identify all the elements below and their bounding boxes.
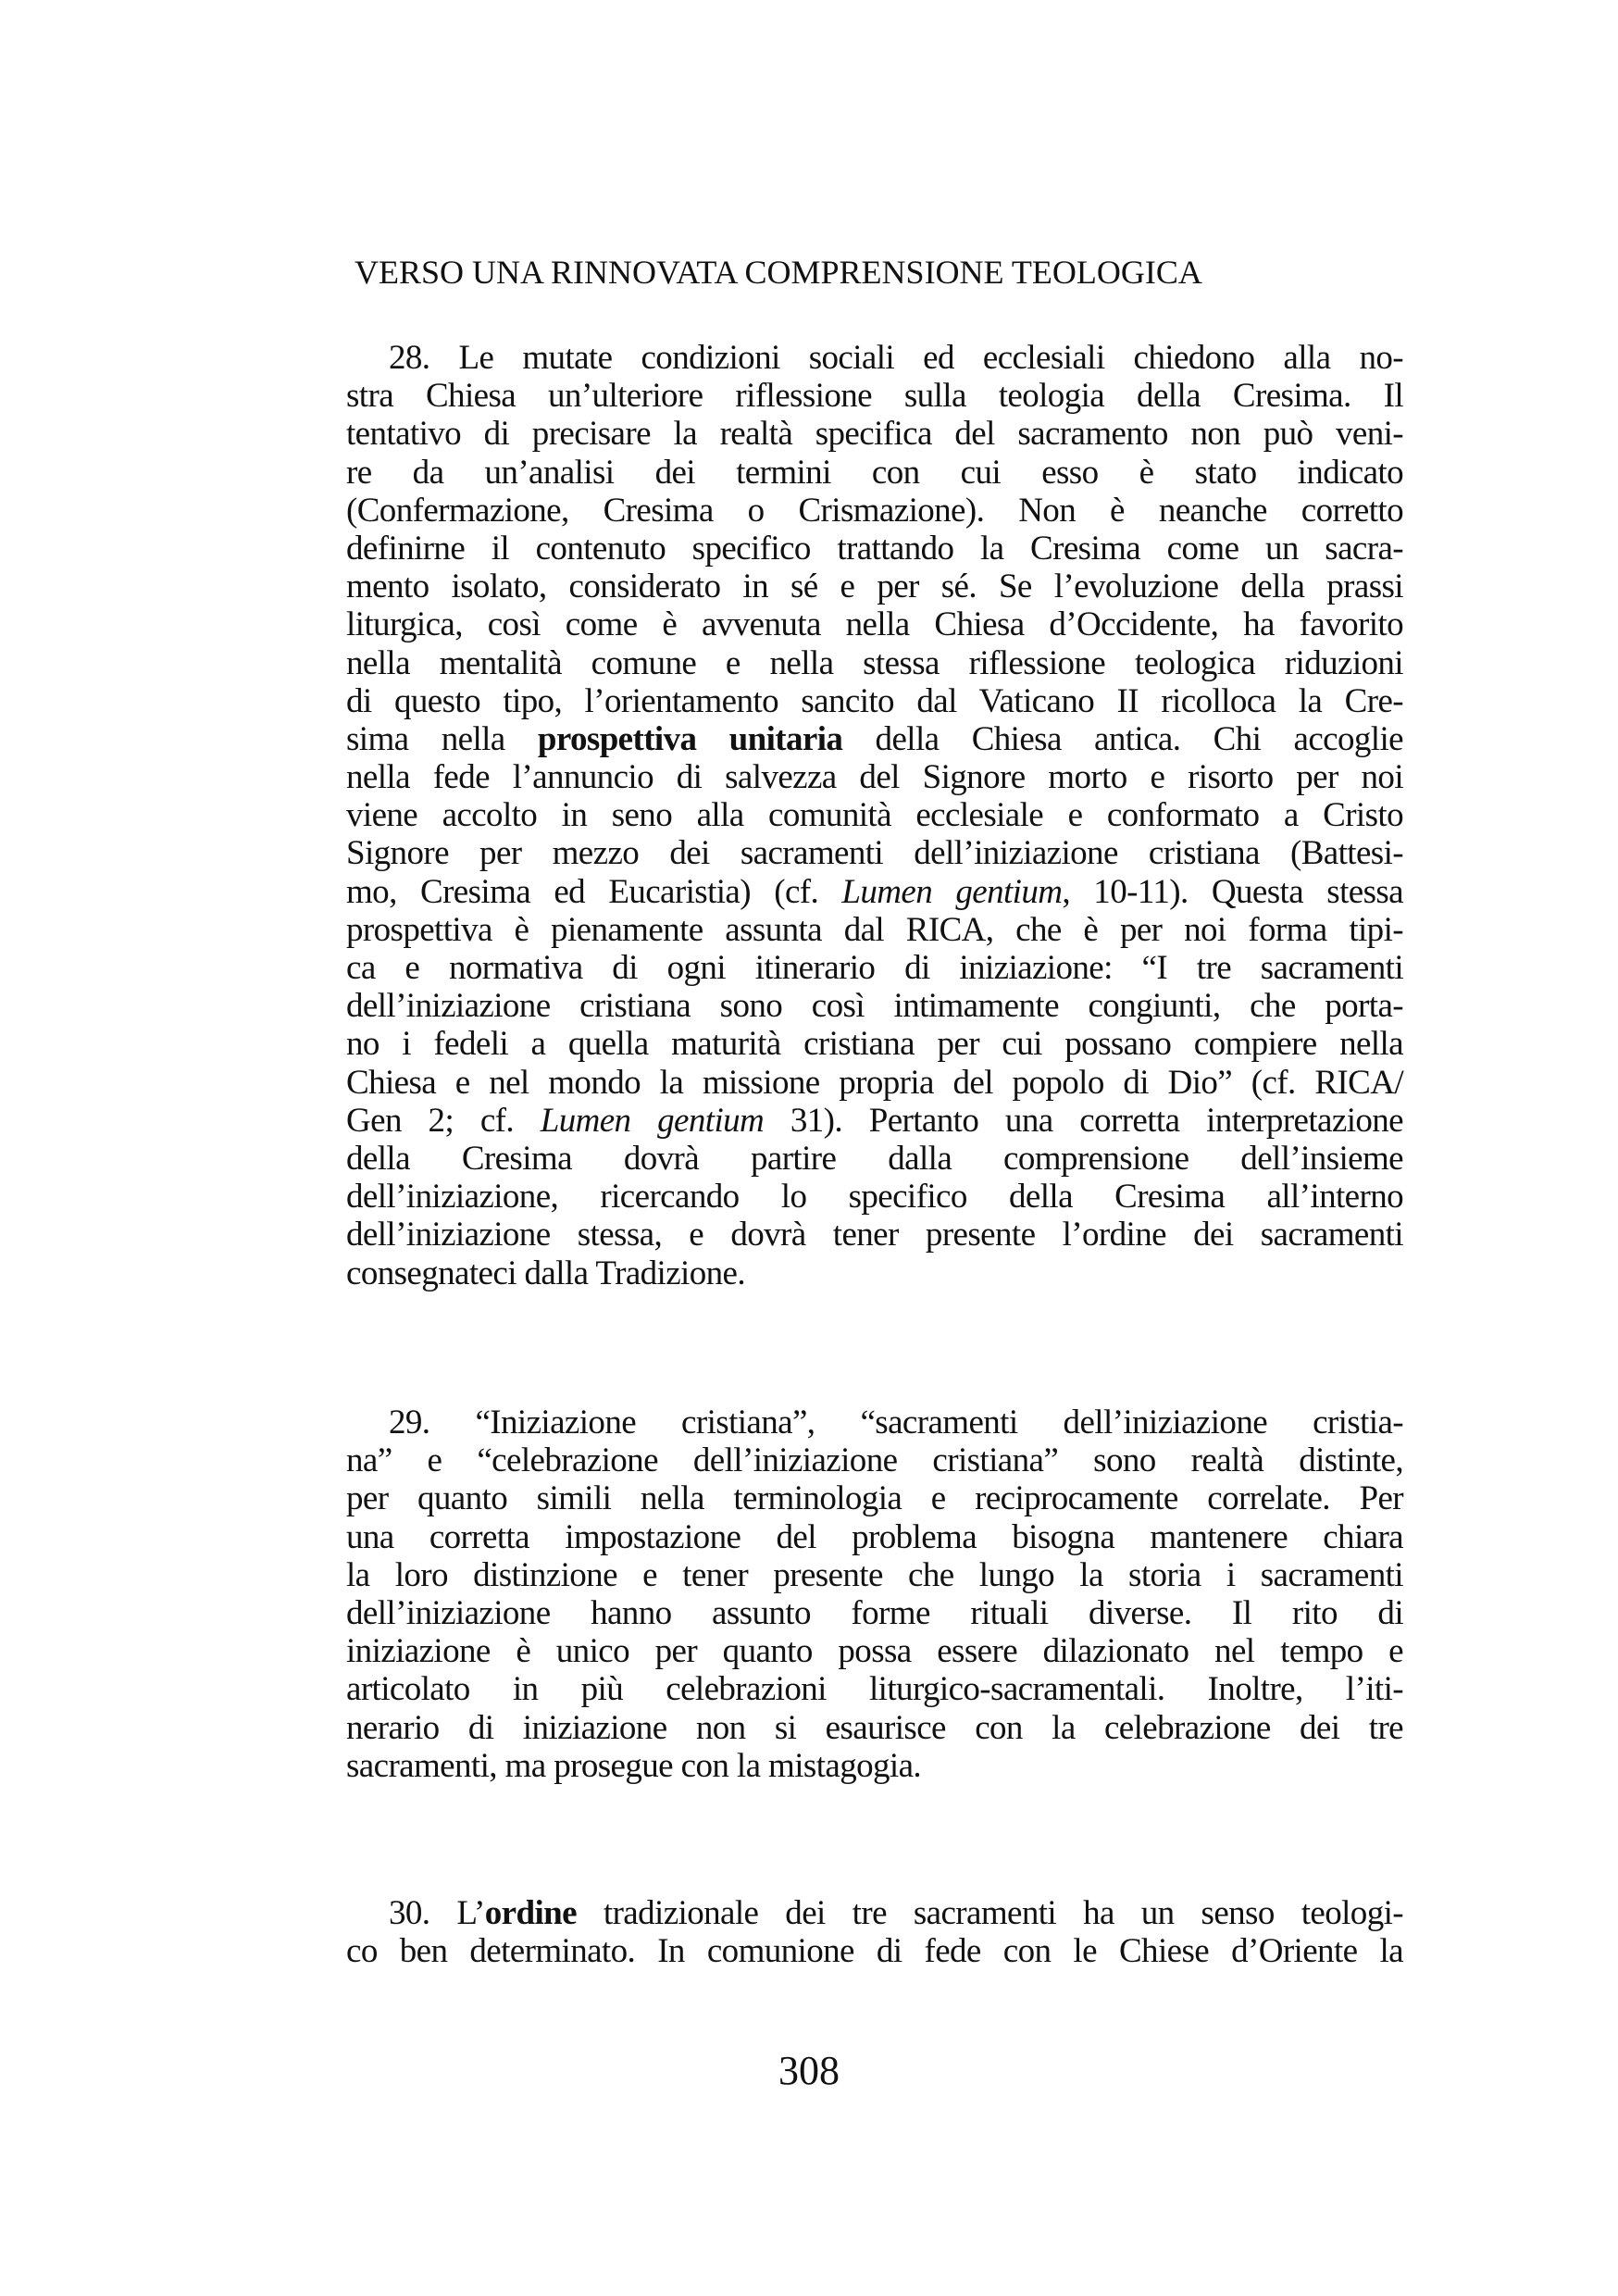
text-line: iniziazione è unico per quanto possa essere dilazionato nel tempo e: [346, 1632, 1403, 1671]
text-line: 28. Le mutate condizioni sociali ed ecclesiali chiedono alla no-: [389, 339, 1403, 377]
text-line: co ben determinato. In comunione di fede con le Chiese d’Oriente la: [346, 1932, 1403, 1971]
text-line: definirne il contenuto specifico trattando la Cresima come un sacra-: [346, 529, 1403, 568]
text-line: nella fede l’annuncio di salvezza del Signore morto e risorto per noi: [346, 758, 1403, 797]
text-line: tentativo di precisare la realtà specifica del sacramento non può veni-: [346, 415, 1403, 454]
text-line: stra Chiesa un’ulteriore riflessione sulla teologia della Cresima. Il: [346, 377, 1403, 416]
text-line: ca e normativa di ogni itinerario di iniziazione: “I tre sacramenti: [346, 949, 1403, 987]
text-line: sacramenti, ma prosegue con la mistagogia.: [346, 1746, 922, 1785]
italic-citation: Lumen gentium: [841, 872, 1063, 911]
text-line: sima nella prospettiva unitaria della Chiesa antica. Chi accoglie: [346, 719, 1403, 758]
text-line: viene accolto in seno alla comunità ecclesiale e conformato a Cristo: [346, 796, 1403, 835]
paragraph-29: [346, 1404, 1403, 1785]
text-line: Signore per mezzo dei sacramenti dell’iniziazione cristiana (Battesi-: [346, 834, 1403, 873]
text-line: la loro distinzione e tener presente che lungo la storia i sacramenti: [346, 1555, 1403, 1594]
text-line: di questo tipo, l’orientamento sancito dal Vaticano II ricolloca la Cre-: [346, 681, 1403, 720]
text-line: una corretta impostazione del problema bisogna mantenere chiara: [346, 1517, 1403, 1556]
text-line: 30. L’ordine tradizionale dei tre sacramenti ha un senso teologi-: [389, 1894, 1403, 1932]
text-line: no i fedeli a quella maturità cristiana per cui possano compiere nella: [346, 1025, 1403, 1064]
paragraph-28: [346, 339, 1403, 1292]
text-line: dell’iniziazione cristiana sono così intimamente congiunti, che porta-: [346, 987, 1403, 1026]
text-line: na” e “celebrazione dell’iniziazione cristiana” sono realtà distinte,: [346, 1441, 1403, 1480]
italic-citation: Lumen gentium: [540, 1101, 765, 1140]
text-line: prospettiva è pienamente assunta dal RICA, che è per noi forma tipi-: [346, 910, 1403, 949]
text-line: nerario di iniziazione non si esaurisce con la celebrazione dei tre: [346, 1708, 1403, 1747]
section-heading: VERSO UNA RINNOVATA COMPRENSIONE TEOLOGICA: [355, 254, 1202, 291]
bold-term-prospettiva-unitaria: prospettiva unitaria: [537, 719, 843, 758]
text-line: (Confermazione, Cresima o Crismazione). Non è neanche corretto: [346, 491, 1403, 530]
text-line: nella mentalità comune e nella stessa riflessione teologica riduzioni: [346, 643, 1403, 682]
text-line: dell’iniziazione hanno assunto forme rituali diverse. Il rito di: [346, 1593, 1403, 1632]
text-line: Gen 2; cf. Lumen gentium 31). Pertanto una corretta interpretazione: [346, 1101, 1403, 1140]
page-number: 308: [778, 2048, 840, 2093]
paragraph-30: [346, 1894, 1403, 1970]
text-line: 29. “Iniziazione cristiana”, “sacramenti dell’iniziazione cristia-: [389, 1404, 1403, 1441]
text-line: re da un’analisi dei termini con cui esso è stato indicato: [346, 453, 1403, 492]
text-line: articolato in più celebrazioni liturgico-sacramentali. Inoltre, l’iti-: [346, 1670, 1403, 1709]
text-line: mento isolato, considerato in sé e per sé. Se l’evoluzione della prassi: [346, 568, 1403, 606]
bold-term-ordine: ordine: [484, 1894, 577, 1932]
text-line: liturgica, così come è avvenuta nella Chiesa d’Occidente, ha favorito: [346, 605, 1403, 644]
text-line: dell’iniziazione, ricercando lo specifico della Cresima all’interno: [346, 1178, 1403, 1217]
text-line: per quanto simili nella terminologia e reciprocamente correlate. Per: [346, 1479, 1403, 1518]
text-line: mo, Cresima ed Eucaristia) (cf. Lumen gentium, 10-11). Questa stessa: [346, 872, 1403, 911]
text-line: consegnateci dalla Tradizione.: [346, 1254, 746, 1292]
text-line: della Cresima dovrà partire dalla comprensione dell’insieme: [346, 1139, 1403, 1178]
text-line: dell’iniziazione stessa, e dovrà tener presente l’ordine dei sacramenti: [346, 1216, 1403, 1254]
text-line: Chiesa e nel mondo la missione propria del popolo di Dio” (cf. RICA/: [346, 1063, 1403, 1102]
